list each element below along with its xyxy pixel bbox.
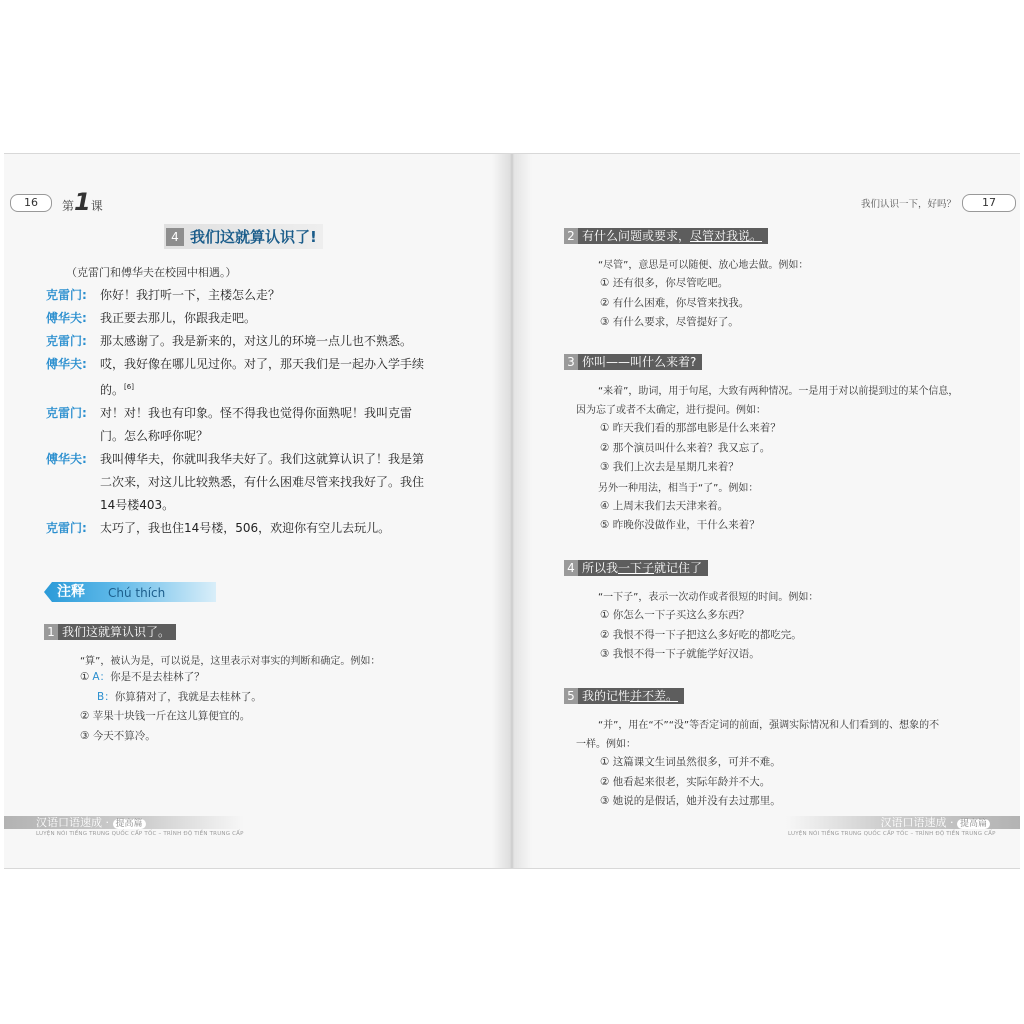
example-line	[80, 688, 262, 708]
speaker-label: 傅华夫:	[46, 311, 87, 325]
note-title: 所以我	[582, 561, 619, 575]
example-line: ① 昨天我们看的那部电影是什么来着？	[600, 422, 781, 434]
left-footer-bar: 汉语口语速成 · 提高篇	[4, 816, 244, 829]
footer-book-title: 汉语口语速成	[880, 816, 947, 829]
right-page-number: 17	[962, 194, 1016, 212]
note-1-examples	[80, 668, 262, 746]
example-mark: ②	[80, 710, 90, 722]
dialogue-line	[46, 353, 486, 376]
left-page	[4, 154, 512, 868]
book-gutter-shadow	[492, 154, 532, 868]
scene-description: （克雷门和傅华夫在校园中相遇。）	[66, 266, 237, 279]
dialogue-text: 的。	[100, 383, 125, 397]
example-line: ③ 有什么要求，尽管提好了。	[600, 316, 739, 328]
dialogue-text: 那太感谢了。我是新来的，对这儿的环境一点儿也不熟悉。	[100, 334, 413, 348]
note-2-heading	[564, 228, 768, 244]
note-title: 有什么问题或要求，	[582, 229, 691, 243]
section-number-badge: 4	[166, 228, 184, 246]
note-number: 4	[564, 560, 578, 576]
dialogue-text: 太巧了，我也住14号楼，506，欢迎你有空儿去玩儿。	[100, 521, 391, 535]
speaker-label: 克雷门:	[46, 521, 87, 535]
note-body-line: 因为忘了或者不太确定，进行提问。例如：	[576, 405, 766, 416]
dialogue-text: 对！对！我也有印象。怪不得我也觉得你面熟呢！我叫克雷	[100, 406, 413, 420]
dialogue-line	[46, 448, 486, 471]
note-number: 3	[564, 354, 578, 370]
example-line	[80, 727, 262, 747]
footer-book-title: 汉语口语速成	[36, 816, 102, 829]
dialogue-line	[46, 425, 486, 448]
lesson-label: 第1课	[62, 188, 103, 216]
example-text: 苹果十块钱一斤在这儿算便宜的。	[92, 710, 251, 722]
dialogue-text: 我正要去那儿，你跟我走吧。	[100, 311, 257, 325]
example-line: ② 我恨不得一下子把这么多好吃的都吃完。	[600, 628, 802, 641]
note-title: 我的记性	[582, 689, 631, 703]
note-title: 你叫——叫什么来着?	[582, 355, 697, 369]
note-body-line: 一样。例如：	[576, 739, 636, 750]
example-line: ③ 我们上次去是星期几来着？	[600, 461, 739, 473]
example-text: 你是不是去桂林了？	[110, 671, 205, 683]
note-number: 2	[564, 228, 578, 244]
dialogue	[46, 284, 486, 540]
note-5-heading	[564, 688, 684, 704]
note-1-title: 我们这就算认识了。	[62, 625, 171, 639]
dialogue-text: 门。怎么称呼你呢？	[100, 429, 209, 443]
example-speaker: B：	[97, 690, 115, 703]
left-footer-subtitle: LUYỆN NÓI TIẾNG TRUNG QUỐC CẤP TỐC – TRÌNH ĐỘ TIỀN TRUNG CẤP	[36, 831, 244, 837]
example-line: ② 他看起来很老，实际年龄并不大。	[600, 775, 771, 788]
example-line: ③ 她说的是假话，她并没有去过那里。	[600, 795, 781, 807]
note-3-heading	[564, 354, 702, 370]
example-mark: ①	[80, 671, 90, 683]
example-text: 今天不算冷。	[92, 729, 156, 742]
dialogue-text: 我叫傅华夫，你就叫我华夫好了。我们这就算认识了！我是第	[100, 452, 425, 466]
note-body-line: “并”，用在“不”“没”等否定词的前面，强调实际情况和人们看到的、想象的不	[598, 720, 940, 731]
note-reference: [6]	[124, 383, 134, 391]
note-number: 5	[564, 688, 578, 704]
note-1-number: 1	[44, 624, 58, 640]
right-footer-bar: 汉语口语速成 · 提高篇	[786, 816, 1020, 829]
dialogue-text: 你好！我打听一下，主楼怎么走？	[100, 288, 281, 302]
note-1-heading	[44, 624, 176, 640]
dialogue-line	[46, 402, 486, 425]
left-page-number: 16	[10, 194, 52, 212]
book-spread	[4, 153, 1020, 869]
notes-title-cn: 注释	[57, 584, 85, 600]
example-text: 你算猜对了，我就是去桂林了。	[114, 690, 262, 703]
example-line: ⑤ 昨晚你没做作业，干什么来着？	[600, 519, 760, 531]
note-body-line: “尽管”，意思是可以随便、放心地去做。例如：	[598, 260, 809, 271]
example-line	[80, 668, 262, 688]
dialogue-text: 14号楼403。	[100, 498, 175, 512]
section-header	[164, 224, 323, 249]
note-body-line: 另外一种用法，相当于“了”。例如：	[598, 482, 759, 494]
right-page	[512, 154, 1020, 868]
example-line: ④ 上周末我们去天津来着。	[600, 499, 729, 512]
example-line: ② 有什么困难，你尽管来找我。	[600, 296, 750, 309]
example-line: ① 这篇课文生词虽然很多，可并不难。	[600, 756, 781, 768]
dialogue-text: 二次来，对这儿比较熟悉，有什么困难尽管来找我好了。我住	[100, 475, 425, 489]
footer-level-badge: 提高篇	[113, 819, 146, 829]
example-speaker: A：	[92, 671, 111, 683]
dialogue-line	[46, 284, 486, 307]
speaker-label: 克雷门:	[46, 406, 87, 420]
dialogue-text: 哎，我好像在哪儿见过你。对了，那天我们是一起办入学手续	[100, 357, 425, 371]
note-body-line: “来着”，助词，用于句尾，大致有两种情况。一是用于对以前提到过的某个信息，	[598, 386, 959, 397]
right-footer-subtitle: LUYỆN NÓI TIẾNG TRUNG QUỐC CẤP TỐC – TRÌNH ĐỘ TIỀN TRUNG CẤP	[788, 831, 996, 837]
note-1-body: “算”，被认为是，可以说是，这里表示对事实的判断和确定。例如：	[80, 656, 381, 667]
section-title: 我们这就算认识了!	[190, 228, 317, 246]
dialogue-line	[46, 330, 486, 353]
speaker-label: 傅华夫:	[46, 452, 87, 466]
note-body-line: “一下子”，表示一次动作或者很短的时间。例如：	[598, 592, 819, 603]
example-line: ② 那个演员叫什么来着？我又忘了。	[600, 441, 771, 454]
right-running-header: 我们认识一下，好吗？	[860, 199, 956, 210]
note-title-emphasis: 并不差。	[630, 689, 679, 703]
example-line: ① 你怎么一下子买这么多东西？	[600, 609, 750, 621]
dialogue-line	[46, 376, 486, 402]
dialogue-line	[46, 517, 486, 540]
dialogue-line	[46, 307, 486, 330]
notes-title-vi: Chú thích	[108, 586, 166, 600]
note-4-heading	[564, 560, 708, 576]
footer-level-badge: 提高篇	[957, 819, 990, 829]
note-title-tail: 就记住了	[654, 561, 703, 575]
example-line	[80, 707, 262, 727]
dialogue-line	[46, 494, 486, 517]
speaker-label: 克雷门:	[46, 288, 87, 302]
example-mark: ③	[80, 729, 90, 742]
dialogue-line	[46, 471, 486, 494]
example-line: ③ 我恨不得一下子就能学好汉语。	[600, 648, 760, 660]
note-title-emphasis: 一下子	[618, 561, 655, 575]
note-title-emphasis: 尽管对我说。	[690, 229, 763, 243]
example-line: ① 还有很多，你尽管吃吧。	[600, 277, 729, 289]
speaker-label: 克雷门:	[46, 334, 87, 348]
speaker-label: 傅华夫:	[46, 357, 87, 371]
